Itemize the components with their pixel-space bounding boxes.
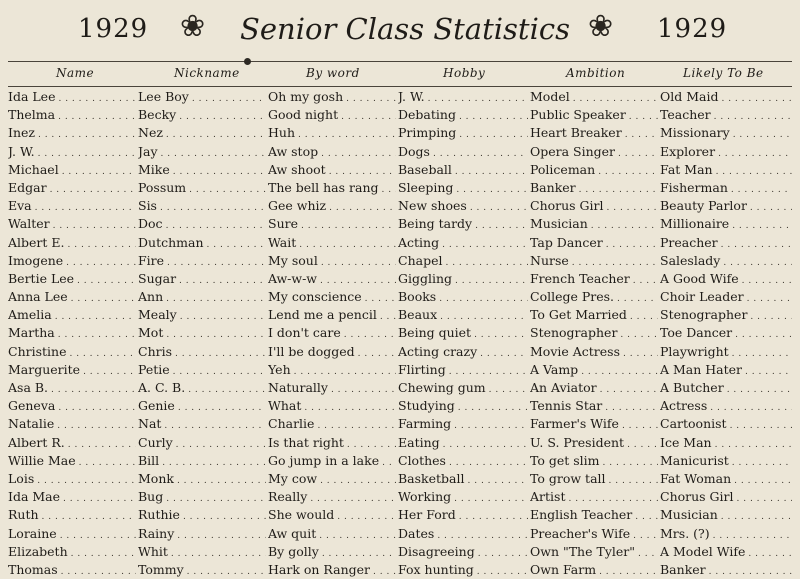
cell-nickname: Rainy . . . <box>138 525 266 543</box>
cell-ambition: Opera Singer . . . <box>530 143 658 161</box>
cell-name: Ruth . . . <box>8 506 136 524</box>
column-header-nickname: Nickname <box>174 66 240 80</box>
cell-nickname: Curly . . . <box>138 434 266 452</box>
table-row <box>0 324 800 342</box>
cell-hobby: New shoes . . . <box>398 197 528 215</box>
table-row <box>0 124 800 142</box>
cell-hobby: J. W. . . . <box>398 88 528 106</box>
cell-likely-to-be: A Man Hater . . . <box>660 361 792 379</box>
column-header-byword: By word <box>306 66 360 80</box>
column-header-name: Name <box>56 66 95 80</box>
cell-byword: Is that right . . . <box>268 434 396 452</box>
table-row <box>0 161 800 179</box>
cell-byword: Aw quit . . . <box>268 525 396 543</box>
cell-likely-to-be: Fat Man . . . <box>660 161 792 179</box>
cell-byword: Sure . . . <box>268 215 396 233</box>
cell-byword: Good night . . . <box>268 106 396 124</box>
cell-name: Ida Mae . . . <box>8 488 136 506</box>
table-row <box>0 288 800 306</box>
cell-ambition: Tennis Star . . . <box>530 397 658 415</box>
cell-likely-to-be: Saleslady . . . <box>660 252 792 270</box>
cell-likely-to-be: Millionaire . . . <box>660 215 792 233</box>
table-row <box>0 143 800 161</box>
table-row <box>0 488 800 506</box>
table-row <box>0 179 800 197</box>
cell-byword: Really . . . <box>268 488 396 506</box>
table-row <box>0 306 800 324</box>
cell-byword: Lend me a pencil . . . <box>268 306 396 324</box>
cell-likely-to-be: Musician . . . <box>660 506 792 524</box>
cell-name: Ida Lee . . . <box>8 88 136 106</box>
cell-nickname: Sugar . . . <box>138 270 266 288</box>
cell-nickname: Nat . . . <box>138 415 266 433</box>
cell-byword: She would . . . <box>268 506 396 524</box>
cell-ambition: Stenographer . . . <box>530 324 658 342</box>
cell-likely-to-be: Chorus Girl . . . <box>660 488 792 506</box>
header-rule-top <box>8 61 792 62</box>
cell-likely-to-be: Toe Dancer . . . <box>660 324 792 342</box>
fleuron-icon: ❀ <box>588 9 614 44</box>
cell-likely-to-be: Choir Leader . . . <box>660 288 792 306</box>
cell-ambition: Own "The Tyler" . . . <box>530 543 658 561</box>
cell-nickname: Bill . . . <box>138 452 266 470</box>
table-row <box>0 379 800 397</box>
cell-likely-to-be: Actress . . . <box>660 397 792 415</box>
cell-name: Elizabeth . . . <box>8 543 136 561</box>
cell-byword: I don't care . . . <box>268 324 396 342</box>
cell-name: Geneva . . . <box>8 397 136 415</box>
cell-name: Lois . . . <box>8 470 136 488</box>
cell-ambition: College Pres. . . . <box>530 288 658 306</box>
table-row <box>0 106 800 124</box>
cell-nickname: Fire . . . <box>138 252 266 270</box>
cell-hobby: Working . . . <box>398 488 528 506</box>
column-header-ambition: Ambition <box>566 66 626 80</box>
cell-ambition: Banker . . . <box>530 179 658 197</box>
cell-hobby: Giggling . . . <box>398 270 528 288</box>
cell-hobby: Flirting . . . <box>398 361 528 379</box>
table-row <box>0 543 800 561</box>
cell-hobby: Dogs . . . <box>398 143 528 161</box>
cell-name: Anna Lee . . . <box>8 288 136 306</box>
cell-nickname: Lee Boy . . . <box>138 88 266 106</box>
cell-likely-to-be: Preacher . . . <box>660 234 792 252</box>
table-row <box>0 270 800 288</box>
cell-byword: By golly . . . <box>268 543 396 561</box>
table-row <box>0 506 800 524</box>
cell-ambition: Movie Actress . . . <box>530 343 658 361</box>
cell-ambition: To Get Married . . . <box>530 306 658 324</box>
header-rule-bottom <box>8 86 792 87</box>
cell-likely-to-be: Mrs. (?) . . . <box>660 525 792 543</box>
cell-nickname: Mike . . . <box>138 161 266 179</box>
cell-ambition: Heart Breaker . . . <box>530 124 658 142</box>
cell-ambition: Public Speaker . . . <box>530 106 658 124</box>
cell-nickname: Possum . . . <box>138 179 266 197</box>
table-row <box>0 415 800 433</box>
cell-nickname: Bug . . . <box>138 488 266 506</box>
table-row <box>0 470 800 488</box>
cell-ambition: To grow tall . . . <box>530 470 658 488</box>
cell-name: Christine . . . <box>8 343 136 361</box>
cell-ambition: Tap Dancer . . . <box>530 234 658 252</box>
cell-ambition: U. S. President . . . <box>530 434 658 452</box>
table-row <box>0 88 800 106</box>
cell-hobby: Acting . . . <box>398 234 528 252</box>
cell-byword: What . . . <box>268 397 396 415</box>
cell-likely-to-be: Banker . . . <box>660 561 792 579</box>
cell-likely-to-be: Fat Woman . . . <box>660 470 792 488</box>
cell-likely-to-be: A Good Wife . . . <box>660 270 792 288</box>
cell-likely-to-be: Ice Man . . . <box>660 434 792 452</box>
cell-name: Thomas . . . <box>8 561 136 579</box>
table-row <box>0 397 800 415</box>
table-row <box>0 343 800 361</box>
cell-ambition: Nurse . . . <box>530 252 658 270</box>
cell-name: Amelia . . . <box>8 306 136 324</box>
cell-nickname: Dutchman . . . <box>138 234 266 252</box>
fleuron-icon: ❀ <box>180 9 206 44</box>
cell-ambition: Preacher's Wife . . . <box>530 525 658 543</box>
table-row <box>0 434 800 452</box>
cell-hobby: Chapel . . . <box>398 252 528 270</box>
cell-nickname: Sis . . . <box>138 197 266 215</box>
cell-byword: Charlie . . . <box>268 415 396 433</box>
cell-hobby: Chewing gum . . . <box>398 379 528 397</box>
year-left: 1929 <box>78 14 149 44</box>
cell-nickname: Jay . . . <box>138 143 266 161</box>
cell-name: Imogene . . . <box>8 252 136 270</box>
cell-ambition: To get slim . . . <box>530 452 658 470</box>
cell-nickname: A. C. B. . . . <box>138 379 266 397</box>
cell-byword: Aw shoot . . . <box>268 161 396 179</box>
cell-ambition: An Aviator . . . <box>530 379 658 397</box>
cell-byword: The bell has rang . . . <box>268 179 396 197</box>
cell-hobby: Being tardy . . . <box>398 215 528 233</box>
cell-hobby: Dates . . . <box>398 525 528 543</box>
cell-likely-to-be: Old Maid . . . <box>660 88 792 106</box>
cell-likely-to-be: A Model Wife . . . <box>660 543 792 561</box>
cell-nickname: Mot . . . <box>138 324 266 342</box>
cell-ambition: Farmer's Wife . . . <box>530 415 658 433</box>
cell-hobby: Basketball . . . <box>398 470 528 488</box>
cell-ambition: A Vamp . . . <box>530 361 658 379</box>
cell-hobby: Eating . . . <box>398 434 528 452</box>
cell-byword: I'll be dogged . . . <box>268 343 396 361</box>
page-header <box>0 0 800 62</box>
cell-nickname: Tommy . . . <box>138 561 266 579</box>
pin-mark <box>244 58 251 65</box>
table-row <box>0 452 800 470</box>
cell-hobby: Books . . . <box>398 288 528 306</box>
cell-likely-to-be: Teacher . . . <box>660 106 792 124</box>
cell-name: Michael . . . <box>8 161 136 179</box>
table-row <box>0 561 800 579</box>
cell-nickname: Whit . . . <box>138 543 266 561</box>
cell-name: Bertie Lee . . . <box>8 270 136 288</box>
cell-name: Inez . . . <box>8 124 136 142</box>
cell-hobby: Studying . . . <box>398 397 528 415</box>
cell-likely-to-be: Explorer . . . <box>660 143 792 161</box>
column-header-likely: Likely To Be <box>683 66 764 80</box>
table-row <box>0 197 800 215</box>
cell-name: Walter . . . <box>8 215 136 233</box>
table-row <box>0 252 800 270</box>
cell-hobby: Baseball . . . <box>398 161 528 179</box>
cell-name: Asa B. . . . <box>8 379 136 397</box>
cell-byword: Huh . . . <box>268 124 396 142</box>
cell-nickname: Nez . . . <box>138 124 266 142</box>
table-row <box>0 525 800 543</box>
cell-byword: Yeh . . . <box>268 361 396 379</box>
cell-name: Martha . . . <box>8 324 136 342</box>
table-row <box>0 234 800 252</box>
cell-byword: My cow . . . <box>268 470 396 488</box>
cell-name: Edgar . . . <box>8 179 136 197</box>
cell-ambition: Own Farm . . . <box>530 561 658 579</box>
cell-ambition: Chorus Girl . . . <box>530 197 658 215</box>
cell-likely-to-be: Stenographer . . . <box>660 306 792 324</box>
cell-byword: Naturally . . . <box>268 379 396 397</box>
statistics-table <box>0 88 800 579</box>
cell-nickname: Mealy . . . <box>138 306 266 324</box>
cell-byword: Hark on Ranger . . . <box>268 561 396 579</box>
cell-ambition: Artist . . . <box>530 488 658 506</box>
cell-nickname: Ruthie . . . <box>138 506 266 524</box>
cell-name: J. W. . . . <box>8 143 136 161</box>
cell-likely-to-be: Fisherman . . . <box>660 179 792 197</box>
cell-hobby: Farming . . . <box>398 415 528 433</box>
cell-name: Eva . . . <box>8 197 136 215</box>
cell-hobby: Sleeping . . . <box>398 179 528 197</box>
cell-hobby: Clothes . . . <box>398 452 528 470</box>
cell-byword: Gee whiz . . . <box>268 197 396 215</box>
cell-ambition: English Teacher . . . <box>530 506 658 524</box>
cell-byword: Aw-w-w . . . <box>268 270 396 288</box>
cell-hobby: Debating . . . <box>398 106 528 124</box>
cell-hobby: Acting crazy . . . <box>398 343 528 361</box>
cell-nickname: Doc . . . <box>138 215 266 233</box>
table-row <box>0 215 800 233</box>
cell-byword: Wait . . . <box>268 234 396 252</box>
cell-likely-to-be: Manicurist . . . <box>660 452 792 470</box>
cell-ambition: Model . . . <box>530 88 658 106</box>
cell-likely-to-be: A Butcher . . . <box>660 379 792 397</box>
cell-nickname: Becky . . . <box>138 106 266 124</box>
cell-name: Natalie . . . <box>8 415 136 433</box>
cell-name: Loraine . . . <box>8 525 136 543</box>
cell-name: Thelma . . . <box>8 106 136 124</box>
cell-hobby: Primping . . . <box>398 124 528 142</box>
cell-byword: Aw stop . . . <box>268 143 396 161</box>
cell-hobby: Disagreeing . . . <box>398 543 528 561</box>
cell-nickname: Genie . . . <box>138 397 266 415</box>
cell-likely-to-be: Cartoonist . . . <box>660 415 792 433</box>
cell-ambition: Musician . . . <box>530 215 658 233</box>
cell-byword: My conscience . . . <box>268 288 396 306</box>
cell-likely-to-be: Missionary . . . <box>660 124 792 142</box>
cell-likely-to-be: Playwright . . . <box>660 343 792 361</box>
cell-hobby: Fox hunting . . . <box>398 561 528 579</box>
page-title: Senior Class Statistics <box>240 12 570 46</box>
year-right: 1929 <box>657 14 728 44</box>
cell-hobby: Beaux . . . <box>398 306 528 324</box>
cell-hobby: Her Ford . . . <box>398 506 528 524</box>
cell-name: Albert E. . . . <box>8 234 136 252</box>
table-row <box>0 361 800 379</box>
cell-byword: Go jump in a lake . . . <box>268 452 396 470</box>
column-header-hobby: Hobby <box>443 66 486 80</box>
cell-name: Willie Mae . . . <box>8 452 136 470</box>
cell-ambition: Policeman . . . <box>530 161 658 179</box>
cell-name: Albert R. . . . <box>8 434 136 452</box>
cell-likely-to-be: Beauty Parlor . . . <box>660 197 792 215</box>
cell-hobby: Being quiet . . . <box>398 324 528 342</box>
cell-name: Marguerite . . . <box>8 361 136 379</box>
cell-ambition: French Teacher . . . <box>530 270 658 288</box>
cell-nickname: Ann . . . <box>138 288 266 306</box>
cell-nickname: Petie . . . <box>138 361 266 379</box>
cell-byword: Oh my gosh . . . <box>268 88 396 106</box>
cell-byword: My soul . . . <box>268 252 396 270</box>
cell-nickname: Chris . . . <box>138 343 266 361</box>
cell-nickname: Monk . . . <box>138 470 266 488</box>
